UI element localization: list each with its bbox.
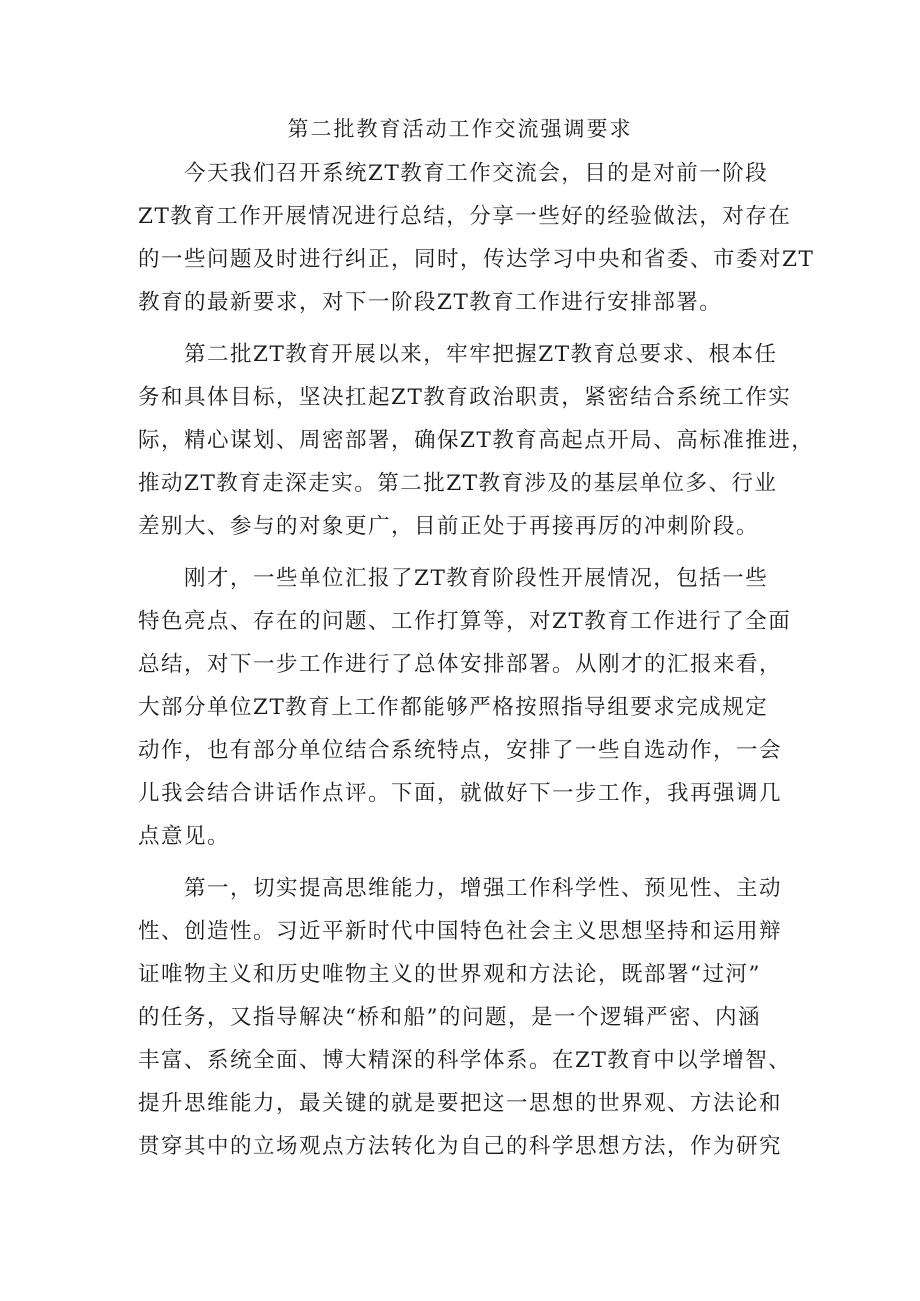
paragraph-line: 的一些问题及时进行纠正，同时，传达学习中央和省委、市委对ZT (138, 247, 815, 272)
paragraph-2 (138, 333, 815, 548)
paragraph-line: 的任务，又指导解决“桥和船”的问题，是一个逻辑严密、内涵 (138, 1005, 761, 1030)
paragraph-line: 提升思维能力，最关键的就是要把这一思想的世界观、方法论和 (138, 1091, 783, 1116)
paragraph-line: 教育的最新要求，对下一阶段ZT教育工作进行安排部署。 (138, 290, 723, 315)
paragraph-line: 动作，也有部分单位结合系统特点，安排了一些自选动作，一会 (138, 738, 783, 763)
paragraph-line: 点意见。 (138, 824, 231, 849)
paragraph-line: 总结，对下一步工作进行了总体安排部署。从刚才的汇报来看， (138, 652, 783, 677)
paragraph-4 (138, 867, 798, 1168)
paragraph-line: 第二批ZT教育开展以来，牢牢把握ZT教育总要求、根本任 (184, 342, 778, 367)
paragraph-line: 今天我们召开系统ZT教育工作交流会，目的是对前一阶段 (184, 161, 769, 186)
paragraph-3 (138, 557, 798, 858)
paragraph-line: 第一，切实提高思维能力，增强工作科学性、预见性、主动 (184, 876, 783, 901)
paragraph-1 (138, 152, 815, 324)
paragraph-line: ZT教育工作开展情况进行总结，分享一些好的经验做法，对存在 (138, 204, 792, 229)
paragraph-line: 差别大、参与的对象更广，目前正处于再接再厉的冲刺阶段。 (138, 514, 760, 539)
paragraph-line: 推动ZT教育走深走实。第二批ZT教育涉及的基层单位多、行业 (138, 471, 778, 496)
paragraph-line: 刚才，一些单位汇报了ZT教育阶段性开展情况，包括一些 (184, 566, 769, 591)
paragraph-line: 丰富、系统全面、博大精深的科学体系。在ZT教育中以学增智、 (138, 1048, 792, 1073)
paragraph-line: 性、创造性。习近平新时代中国特色社会主义思想坚持和运用辩 (138, 919, 783, 944)
paragraph-line: 贯穿其中的立场观点方法转化为自己的科学思想方法，作为研究 (138, 1134, 783, 1159)
paragraph-line: 特色亮点、存在的问题、工作打算等，对ZT教育工作进行了全面 (138, 609, 792, 634)
paragraph-line: 大部分单位ZT教育上工作都能够严格按照指导组要求完成规定 (138, 695, 769, 720)
paragraph-line: 务和具体目标，坚决扛起ZT教育政治职责，紧密结合系统工作实 (138, 385, 792, 410)
paragraph-line: 际，精心谋划、周密部署，确保ZT教育高起点开局、高标准推进， (138, 428, 815, 453)
paragraph-line: 证唯物主义和历史唯物主义的世界观和方法论，既部署“过河” (138, 962, 761, 987)
paragraph-line: 儿我会结合讲话作点评。下面，就做好下一步工作，我再强调几 (138, 781, 783, 806)
document-title: 第二批教育活动工作交流强调要求 (287, 117, 633, 141)
document-body (138, 152, 815, 1177)
